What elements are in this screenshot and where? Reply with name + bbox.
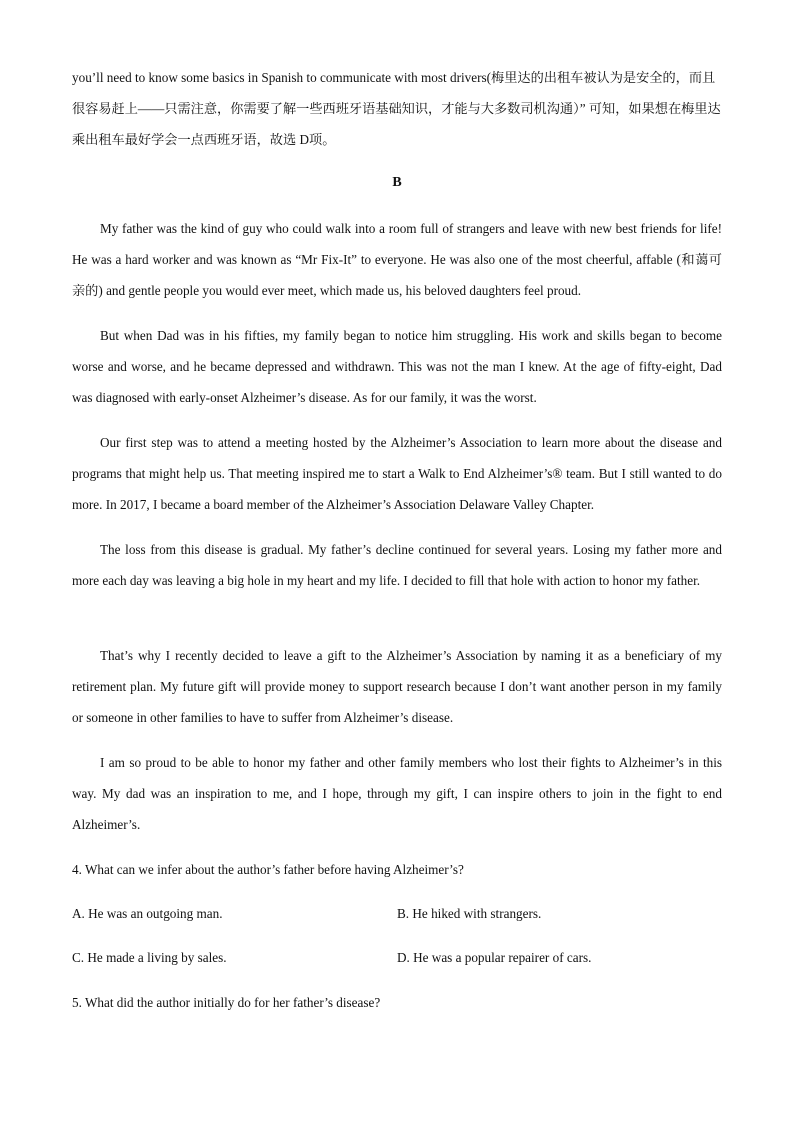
question-4-option-d: D. He was a popular repairer of cars. (397, 950, 592, 965)
paragraph-5: That’s why I recently decided to leave a gift to the Alzheimer’s Association by naming it as a beneficiary of my retirement plan. My future gift will provide money to support research because I don’t want another person in my family or someone in other families to have to suffer from Alzheimer’s disease. (72, 648, 722, 725)
paragraph-4: The loss from this disease is gradual. My father’s decline continued for several years. Losing my father more and more each day was leaving a big hole in my heart and my life. I decided to fill that hole with action to honor my father. (72, 542, 722, 588)
paragraph-1: My father was the kind of guy who could walk into a room full of strangers and leave with new best friends for life! He was a hard worker and was known as “Mr Fix-It” to everyone. He was also one of the most cheerful, affable (和蔼可亲的) and gentle people you would ever meet, which made us, his beloved daughters feel proud. (72, 221, 722, 298)
paragraph-3: Our first step was to attend a meeting hosted by the Alzheimer’s Association to learn more about the disease and programs that might help us. That meeting inspired me to start a Walk to End Alzheimer’s® team. But I still wanted to do more. In 2017, I became a board member of the Alzheimer’s Association Delaware Valley Chapter. (72, 435, 722, 512)
paragraph-2: But when Dad was in his fifties, my family began to notice him struggling. His work and skills began to become worse and worse, and he became depressed and withdrawn. This was not the man I knew. At the age of fifty-eight, Dad was diagnosed with early-onset Alzheimer’s disease. As for our family, it was the worst. (72, 328, 722, 405)
intro-paragraph: you’ll need to know some basics in Spanish to communicate with most drivers(梅里达的出租车被认为是安全的，而且很容易赶上——只需注意，你需要了解一些西班牙语基础知识，才能与大多数司机沟通）” 可知，如果想在梅里达乘出租车最好学会一点西班牙语，故选 D项。 (72, 70, 721, 147)
question-4-option-a: A. He was an outgoing man. (72, 906, 223, 921)
question-5-stem: 5. What did the author initially do for her father’s disease? (72, 995, 381, 1010)
question-4-option-b: B. He hiked with strangers. (397, 906, 542, 921)
paragraph-6: I am so proud to be able to honor my father and other family members who lost their fights to Alzheimer’s in this way. My dad was an inspiration to me, and I hope, through my gift, I can inspire others to join in the fight to end Alzheimer’s. (72, 755, 722, 832)
question-4-stem: 4. What can we infer about the author’s father before having Alzheimer’s? (72, 862, 464, 877)
question-4-option-c: C. He made a living by sales. (72, 950, 227, 965)
section-heading: B (392, 175, 402, 190)
